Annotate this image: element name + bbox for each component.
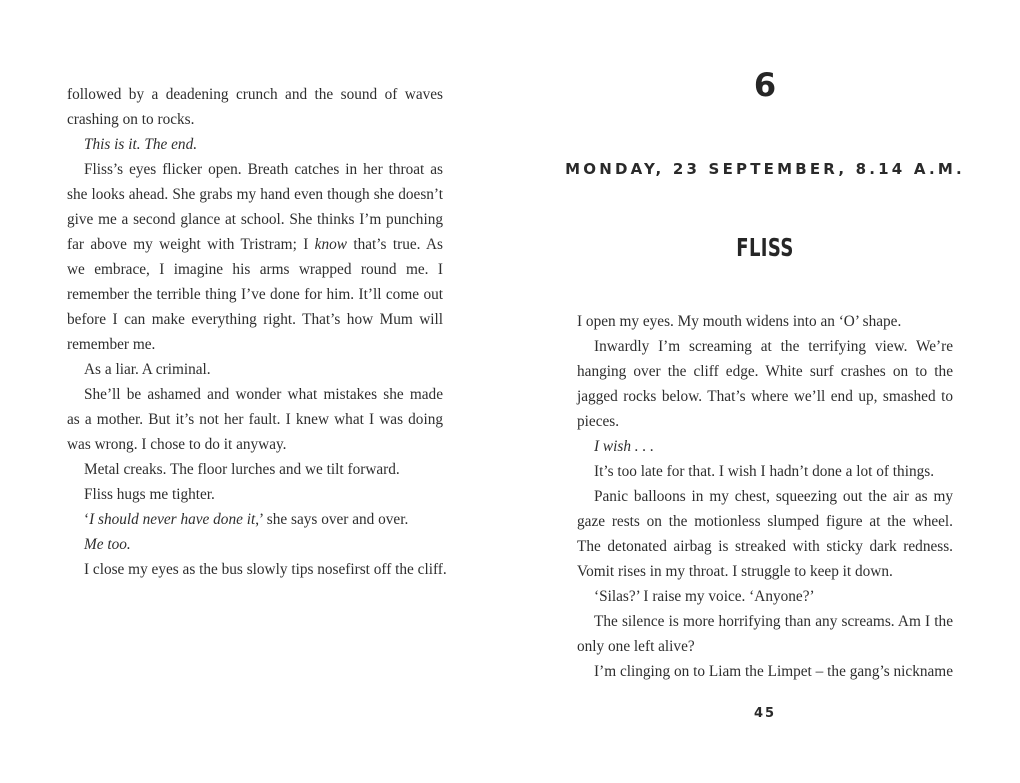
text-line: before I can make everything right. That’s how Mum will: [67, 311, 443, 328]
text-line: as a mother. But it’s not her fault. I knew what I was doing: [67, 411, 443, 428]
text-line: Vomit rises in my throat. I struggle to keep it down.: [577, 563, 893, 580]
text-segment: that’s true. As: [346, 236, 443, 253]
text-line: She’ll be ashamed and wonder what mistakes she made: [84, 386, 443, 403]
text-segment: far above my weight with Tristram; I: [67, 236, 315, 253]
text-line: I close my eyes as the bus slowly tips nosefirst off the cliff.: [84, 561, 447, 578]
chapter-number: 6: [753, 66, 777, 104]
text-line: I open my eyes. My mouth widens into an ‘O’ shape.: [577, 313, 902, 330]
text-line: crashing on to rocks.: [67, 111, 195, 128]
emphasis-text: know: [314, 236, 347, 253]
chapter-date-heading: MONDAY, 23 SEPTEMBER, 8.14 A.M.: [565, 160, 965, 178]
text-line: [67, 235, 443, 255]
text-segment: ,’ she says over and over.: [255, 511, 409, 528]
text-line: only one left alive?: [577, 638, 695, 655]
text-line: Fliss hugs me tighter.: [84, 486, 215, 503]
text-line: Panic balloons in my chest, squeezing out the air as my: [594, 488, 953, 505]
text-line: I wish . . .: [594, 438, 654, 455]
text-line: The silence is more horrifying than any screams. Am I the: [594, 613, 953, 630]
text-line: Me too.: [84, 536, 131, 553]
text-line: jagged rocks below. That’s where we’ll end up, smashed to: [577, 388, 953, 405]
text-line: As a liar. A criminal.: [84, 361, 211, 378]
text-line: Fliss’s eyes flicker open. Breath catches in her throat as: [84, 161, 443, 178]
text-line: she looks ahead. She grabs my hand even though she doesn’t: [67, 186, 443, 203]
text-line: followed by a deadening crunch and the sound of waves: [67, 86, 443, 103]
text-line: Inwardly I’m screaming at the terrifying view. We’re: [594, 338, 953, 355]
text-line: was wrong. I chose to do it anyway.: [67, 436, 287, 453]
text-line: ‘Silas?’ I raise my voice. ‘Anyone?’: [594, 588, 815, 605]
text-line: gaze rests on the motionless slumped figure at the wheel.: [577, 513, 953, 530]
chapter-pov-heading: FLISS: [736, 233, 794, 262]
right-page: [510, 0, 1020, 783]
text-line: I’m clinging on to Liam the Limpet – the gang’s nickname: [594, 663, 953, 680]
emphasis-text: I should never have done it: [89, 511, 256, 528]
text-line: This is it. The end.: [84, 136, 198, 153]
text-line: remember me.: [67, 336, 156, 353]
text-line: pieces.: [577, 413, 620, 430]
text-line: [67, 510, 443, 530]
page-number: 45: [753, 706, 777, 721]
text-line: we embrace, I imagine his arms wrapped round me. I: [67, 261, 443, 278]
text-line: It’s too late for that. I wish I hadn’t done a lot of things.: [594, 463, 935, 480]
text-line: The detonated airbag is streaked with sticky dark redness.: [577, 538, 953, 555]
text-segment: ‘: [84, 511, 90, 528]
text-line: give me a second glance at school. She thinks I’m punching: [67, 211, 443, 228]
text-line: remember the terrible thing I’ve done for him. It’ll come out: [67, 286, 443, 303]
text-line: hanging over the cliff edge. White surf crashes on to the: [577, 363, 953, 380]
text-line: Metal creaks. The floor lurches and we tilt forward.: [84, 461, 400, 478]
